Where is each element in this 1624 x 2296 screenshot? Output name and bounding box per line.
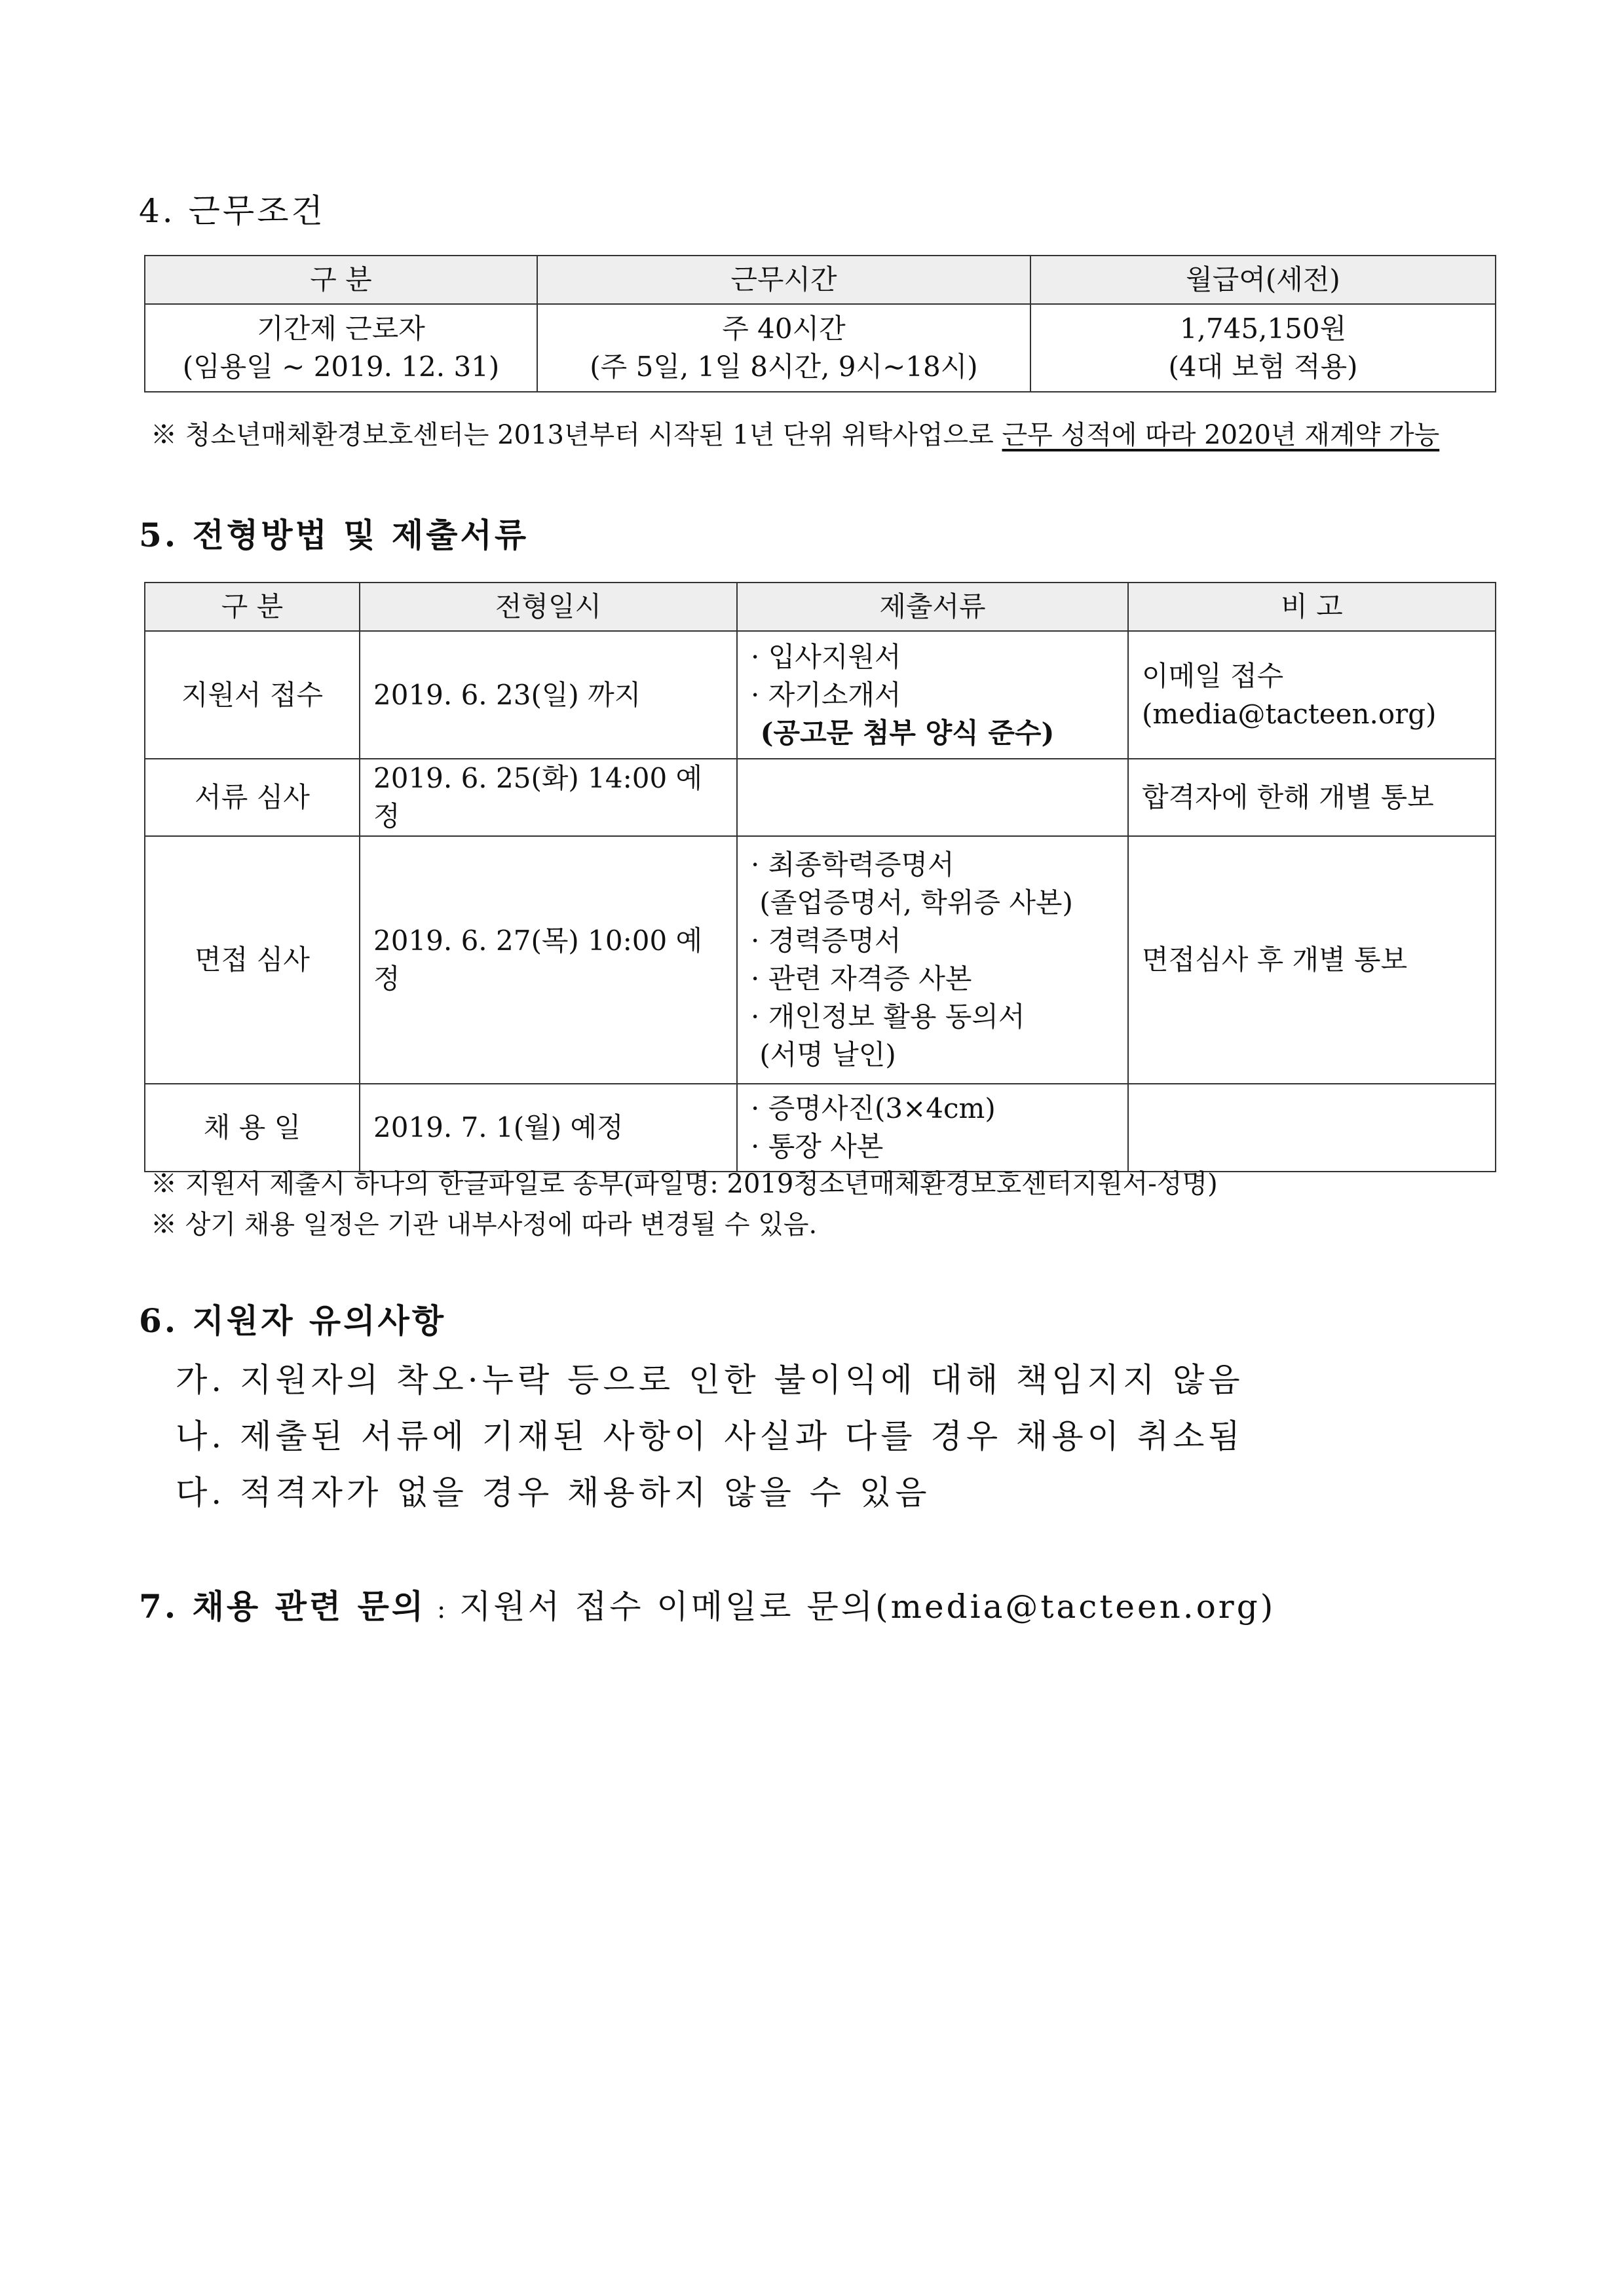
section-4-title: 4. 근무조건: [139, 192, 326, 230]
cell-date: 2019. 6. 25(화) 14:00 예정: [360, 759, 737, 836]
list-item: 다. 적격자가 없을 경우 채용하지 않을 수 있음: [176, 1474, 931, 1512]
table-row: [145, 836, 1496, 1084]
cell-stage: 면접 심사: [145, 836, 360, 1084]
cell-documents: [737, 759, 1128, 836]
section-7-contact: 7. 채용 관련 문의 : 지원서 접수 이메일로 문의(media@tacteen.org): [139, 1587, 1276, 1626]
cell-work-hours: 주 40시간 (주 5일, 1일 8시간, 9시~18시): [537, 304, 1030, 392]
cell-monthly-pay: 1,745,150원 (4대 보험 적용): [1030, 304, 1496, 392]
header-pay: 월급여(세전): [1030, 256, 1496, 304]
table-row: [145, 1084, 1496, 1172]
table-row: [145, 759, 1496, 836]
table-header-row: [145, 583, 1496, 631]
selection-process-table: [144, 582, 1496, 1172]
renewal-condition: 근무 성적에 따라 2020년 재계약 가능: [1002, 420, 1440, 450]
cell-remarks: [1128, 1084, 1496, 1172]
cell-documents: · 증명사진(3×4cm) · 통장 사본: [737, 1084, 1128, 1172]
section-5-title: 5. 전형방법 및 제출서류: [139, 516, 529, 554]
cell-documents: · 입사지원서 · 자기소개서 (공고문 첨부 양식 준수): [737, 631, 1128, 759]
cell-documents: · 최종학력증명서 (졸업증명서, 학위증 사본) · 경력증명서 · 관련 자격증 사본 · 개인정보 활용 동의서 (서명 날인): [737, 836, 1128, 1084]
cell-remarks: 합격자에 한해 개별 통보: [1128, 759, 1496, 836]
file-submission-note: ※ 지원서 제출시 하나의 한글파일로 송부(파일명: 2019청소년매체환경보호센터지원서-성명): [151, 1169, 1218, 1199]
header-documents: 제출서류: [737, 583, 1128, 631]
list-item: 가. 지원자의 착오·누락 등으로 인한 불이익에 대해 책임지지 않음: [176, 1361, 1244, 1399]
list-item: 나. 제출된 서류에 기재된 사항이 사실과 다를 경우 채용이 취소됨: [176, 1417, 1244, 1455]
header-stage: 구 분: [145, 583, 360, 631]
schedule-change-note: ※ 상기 채용 일정은 기관 내부사정에 따라 변경될 수 있음.: [151, 1210, 818, 1240]
header-hours: 근무시간: [537, 256, 1030, 304]
header-date: 전형일시: [360, 583, 737, 631]
cell-stage: 채 용 일: [145, 1084, 360, 1172]
cell-date: 2019. 6. 23(일) 까지: [360, 631, 737, 759]
cell-remarks: 이메일 접수 (media@tacteen.org): [1128, 631, 1496, 759]
table-row: [145, 631, 1496, 759]
section-7-title: 7. 채용 관련 문의: [139, 1587, 426, 1626]
section-6-title: 6. 지원자 유의사항: [139, 1301, 447, 1340]
cell-date: 2019. 7. 1(월) 예정: [360, 1084, 737, 1172]
table-header-row: [145, 256, 1496, 304]
work-conditions-table: [144, 255, 1496, 392]
cell-employment-type: 기간제 근로자 (임용일 ~ 2019. 12. 31): [145, 304, 537, 392]
form-requirement: (공고문 첨부 양식 준수): [751, 716, 1055, 749]
header-remarks: 비 고: [1128, 583, 1496, 631]
cell-date: 2019. 6. 27(목) 10:00 예정: [360, 836, 737, 1084]
contract-renewal-note: ※ 청소년매체환경보호센터는 2013년부터 시작된 1년 단위 위탁사업으로 근무 성적에 따라 2020년 재계약 가능: [151, 420, 1440, 450]
header-category: 구 분: [145, 256, 537, 304]
contact-text: 지원서 접수 이메일로 문의(media@tacteen.org): [459, 1588, 1276, 1626]
cell-stage: 지원서 접수: [145, 631, 360, 759]
cell-stage: 서류 심사: [145, 759, 360, 836]
table-row: [145, 304, 1496, 392]
cell-remarks: 면접심사 후 개별 통보: [1128, 836, 1496, 1084]
